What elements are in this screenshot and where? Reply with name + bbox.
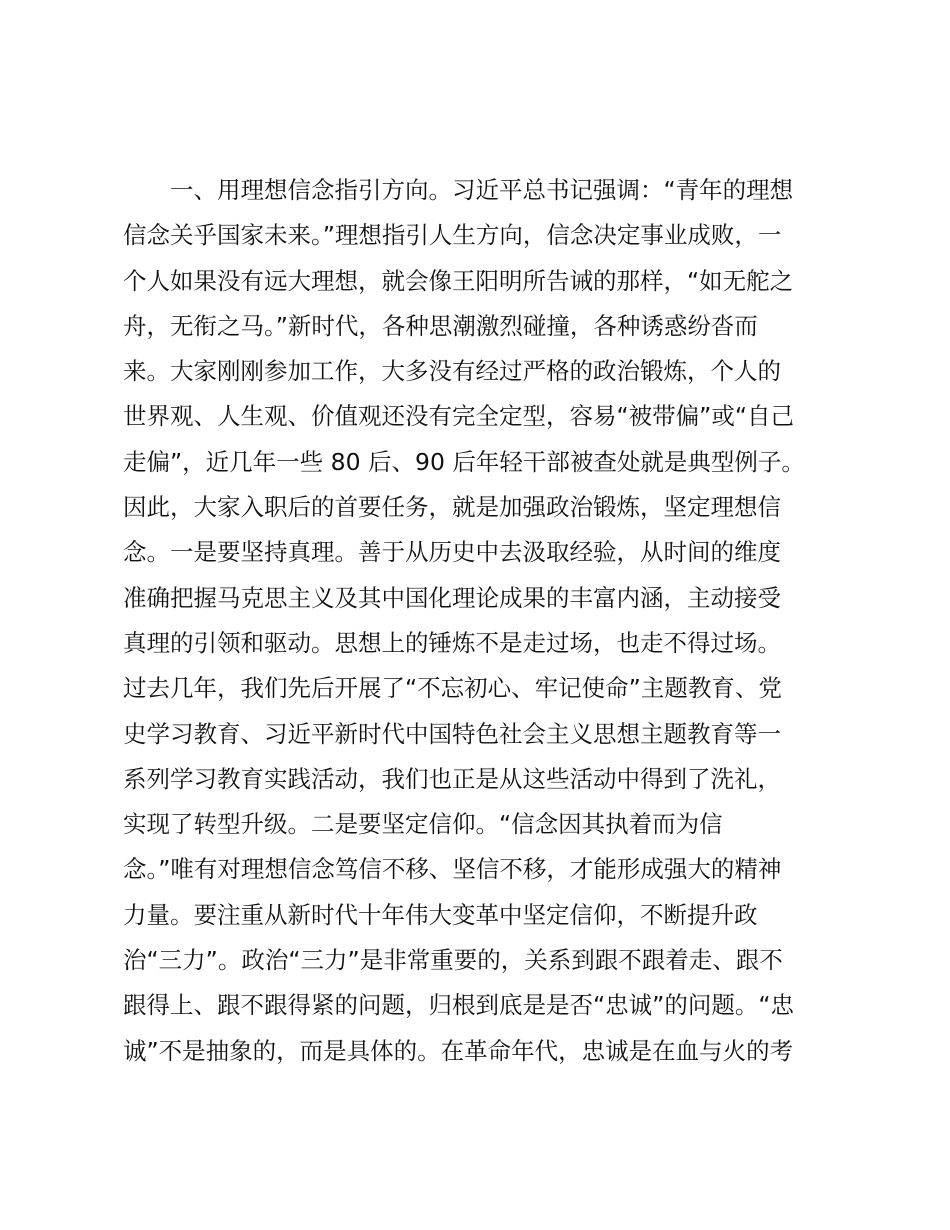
text-line: 世界观、人生观、价值观还没有完全定型，容易“被带偏”或“自己 xyxy=(123,402,795,431)
text-line: 舟，无衔之马。”新时代，各种思潮激烈碰撞，各种诱惑纷沓而 xyxy=(123,311,758,340)
text-line: 念。”唯有对理想信念笃信不移、坚信不移，才能形成强大的精神 xyxy=(123,855,782,884)
text-line: 一、用理想信念指引方向。习近平总书记强调：“青年的理想 xyxy=(170,176,794,204)
text-line: 信念关乎国家未来。”理想指引人生方向，信念决定事业成败，一 xyxy=(123,221,782,250)
text-line: 因此，大家入职后的首要任务，就是加强政治锻炼，坚定理想信 xyxy=(123,493,781,522)
text-line: 史学习教育、习近平新时代中国特色社会主义思想主题教育等一 xyxy=(123,719,781,748)
text-line: 力量。要注重从新时代十年伟大变革中坚定信仰，不断提升政 xyxy=(123,900,758,929)
text-line: 走偏”，近几年一些 80 后、90 后年轻干部被查处就是典型例子。 xyxy=(123,447,805,476)
body-paragraph xyxy=(123,168,843,1074)
text-line: 真理的引领和驱动。思想上的锤炼不是走过场，也走不得过场。 xyxy=(123,628,781,657)
text-line: 系列学习教育实践活动，我们也正是从这些活动中得到了洗礼， xyxy=(123,764,781,793)
text-line: 诚”不是抽象的，而是具体的。在革命年代，忠诚是在血与火的考 xyxy=(123,1036,794,1065)
text-line: 来。大家刚刚参加工作，大多没有经过严格的政治锻炼，个人的 xyxy=(123,357,781,386)
text-line: 念。一是要坚持真理。善于从历史中去汲取经验，从时间的维度 xyxy=(123,538,781,567)
text-line: 过去几年，我们先后开展了“不忘初心、牢记使命”主题教育、党 xyxy=(123,674,782,703)
text-line: 准确把握马克思主义及其中国化理论成果的丰富内涵，主动接受 xyxy=(123,583,781,612)
text-line: 实现了转型升级。二是要坚定信仰。“信念因其执着而为信 xyxy=(123,810,723,839)
text-line: 治“三力”。政治“三力”是非常重要的，关系到跟不跟着走、跟不 xyxy=(123,946,783,975)
text-line: 跟得上、跟不跟得紧的问题，归根到底是是否“忠诚”的问题。“忠 xyxy=(123,991,795,1020)
text-line: 个人如果没有远大理想，就会像王阳明所告诫的那样，“如无舵之 xyxy=(123,266,794,295)
